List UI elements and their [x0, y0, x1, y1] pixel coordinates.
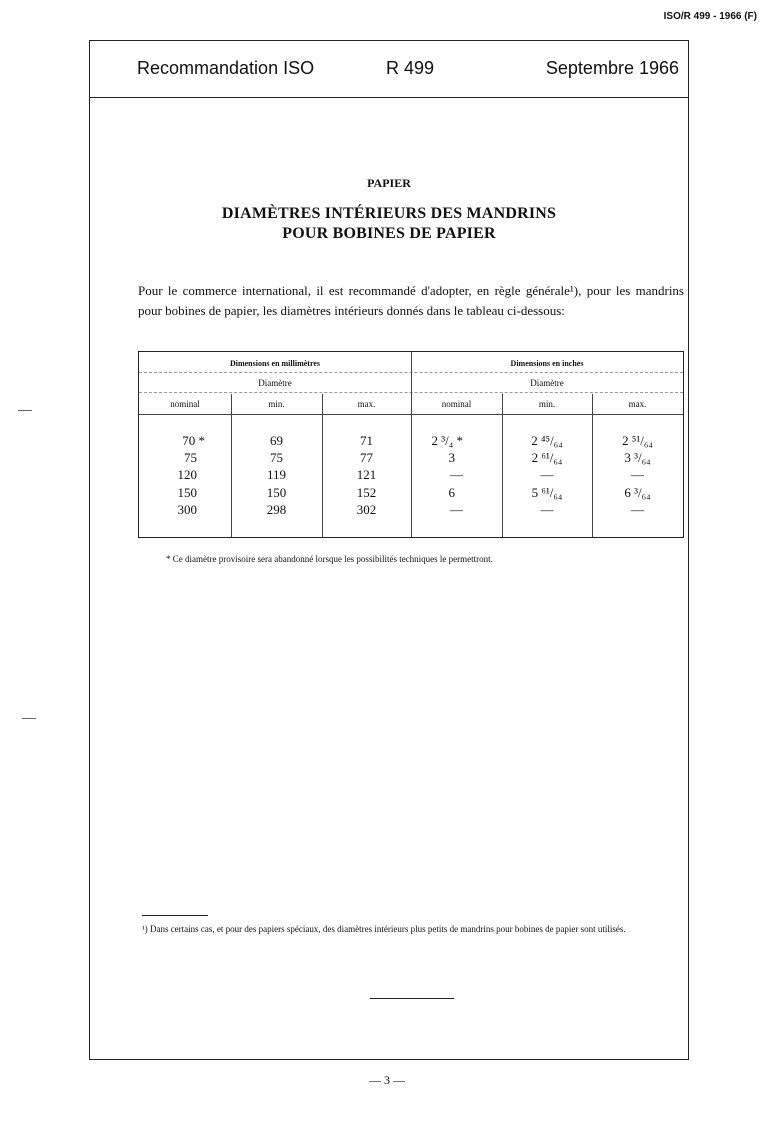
col-header: nominal	[441, 399, 472, 409]
intro-paragraph: Pour le commerce international, il est recommandé d'adopter, en règle générale¹), pour les mandrins pour bobines de papier, les diamètres intérieurs donnés dans le tableau ci-dessous:	[138, 283, 684, 318]
table-cell: 150	[177, 485, 197, 500]
table-cell: 300	[177, 502, 197, 517]
group-header-inches: Dimensions en inches	[510, 359, 584, 368]
table-cell: 3 ³/₆₄	[624, 450, 651, 465]
diameter-table	[138, 351, 684, 538]
table-cell: 2 ⁶¹/₆₄	[531, 450, 563, 465]
end-rule	[370, 998, 454, 999]
table-cell: 3	[448, 450, 455, 465]
page-frame	[89, 40, 689, 1060]
table-cell: —	[540, 467, 554, 482]
table-cell: 121	[356, 467, 377, 482]
table-cell: —	[450, 467, 463, 482]
header-recommendation: Recommandation ISO	[137, 58, 315, 78]
table-cell: 150	[266, 485, 287, 500]
table-cell: —	[540, 502, 554, 517]
table-cell: 2 ⁴⁵/₆₄	[531, 433, 563, 448]
col-header: min.	[538, 399, 556, 409]
table-cell: 71	[360, 433, 373, 448]
table-cell: 120	[177, 467, 197, 482]
table-cell: 77	[360, 450, 373, 465]
header-date: Septembre 1966	[545, 58, 679, 78]
footnote: ¹) Dans certains cas, et pour des papiers spéciaux, des diamètres intérieurs plus petits de mandrins pour bobines de papier sont utilisés.	[142, 924, 626, 934]
table-cell: 2 ⁵¹/₆₄	[622, 433, 653, 448]
table-cell: 75	[184, 450, 197, 465]
col-header: nominal	[170, 399, 200, 409]
table-cell: —	[631, 467, 644, 482]
section-heading: PAPIER	[367, 176, 411, 190]
subheader-diameter-mm: Diamètre	[258, 378, 292, 388]
title-line-1: DIAMÈTRES INTÉRIEURS DES MANDRINS	[221, 205, 557, 222]
table-cell: 6 ³/₆₄	[624, 485, 651, 500]
scan-mark	[22, 718, 36, 719]
table-cell: 70 *	[182, 433, 205, 448]
col-header: max.	[628, 399, 647, 409]
page-number: — 3 —	[369, 1073, 405, 1087]
page-title	[90, 204, 688, 244]
table-cell: 6	[448, 485, 455, 500]
table-cell: 2 ³/₄ *	[431, 433, 463, 448]
footnote-rule	[142, 915, 208, 916]
col-header: max.	[357, 399, 376, 409]
table-cell: 5 ⁶¹/₆₄	[531, 485, 563, 500]
subheader-diameter-inches: Diamètre	[530, 378, 564, 388]
table-cell: 298	[266, 502, 287, 517]
scan-mark	[18, 410, 32, 411]
table-note: * Ce diamètre provisoire sera abandonné lorsque les possibilités techniques le permettront.	[166, 554, 493, 564]
table-cell: 152	[356, 485, 377, 500]
table-cell: 302	[356, 502, 377, 517]
group-header-mm: Dimensions en millimètres	[229, 359, 321, 368]
table-cell: 69	[270, 433, 283, 448]
table-cell: —	[631, 502, 644, 517]
table-cell: 75	[270, 450, 283, 465]
col-header: min.	[268, 399, 285, 409]
document-reference: ISO/R 499 - 1966 (F)	[663, 11, 757, 22]
header-number: R 499	[386, 58, 435, 78]
header-bar	[90, 41, 688, 98]
title-line-2: POUR BOBINES DE PAPIER	[282, 225, 496, 242]
table-cell: 119	[266, 467, 287, 482]
table-cell: —	[450, 502, 463, 517]
